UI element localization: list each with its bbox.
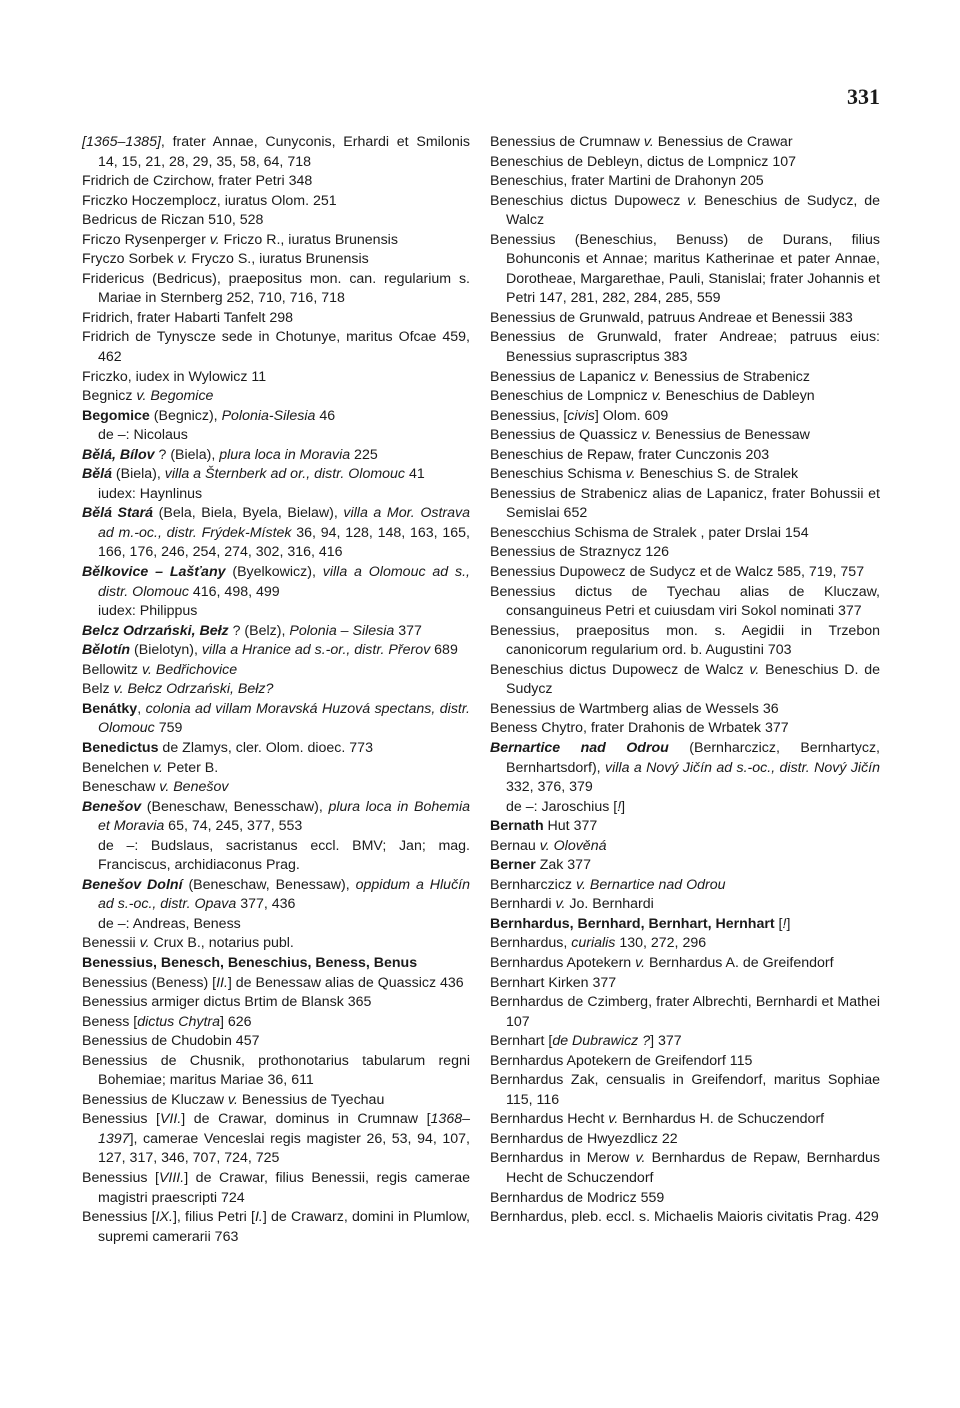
entry-text: 46 <box>315 407 336 424</box>
entry-text: de –: Nicolaus <box>98 427 188 444</box>
index-entry <box>82 974 470 994</box>
index-entry <box>490 719 880 739</box>
entry-italic: 1368–1397 <box>98 1111 470 1147</box>
entry-text: ] de Crawarz, domini in Plumlow, supremi camerarii 763 <box>98 1209 470 1245</box>
index-entry <box>490 231 880 309</box>
index-entry <box>490 1149 880 1188</box>
entry-text: (Begnicz), <box>149 407 222 424</box>
entry-text: Benessius de Tyechau <box>237 1091 385 1108</box>
index-entry <box>82 563 470 602</box>
entry-heading: Bernath <box>490 818 544 835</box>
index-entry <box>490 328 880 367</box>
entry-text: Benescchius Schisma de Stralek , pater Drslai 154 <box>490 524 809 541</box>
entry-heading: Benátky <box>82 700 138 717</box>
index-entry <box>490 172 880 192</box>
entry-italic: v. <box>227 1091 238 1108</box>
entry-text: ] Olom. 609 <box>594 407 669 424</box>
entry-text: Beneschius de Repaw, frater Cunczonis 203 <box>490 446 770 463</box>
entry-text: Benelchen <box>82 759 153 776</box>
entry-text: Beneschius de Lompnicz <box>490 388 652 405</box>
index-entry <box>490 1130 880 1150</box>
index-entry <box>490 700 880 720</box>
entry-italic: v. <box>749 661 760 678</box>
entry-italic: villa a Nový Jičín ad s.-oc., distr. Nový Jičín <box>605 759 880 776</box>
index-entry <box>490 739 880 798</box>
index-entry <box>490 563 880 583</box>
entry-italic: v. <box>635 954 646 971</box>
entry-text: iudex: Haynlinus <box>98 485 203 502</box>
index-entry <box>82 368 470 388</box>
index-entry <box>82 680 470 700</box>
entry-italic: v. <box>139 935 150 952</box>
entry-italic: VII. <box>159 1111 182 1128</box>
entry-text: Beneschius dictus Dupowecz de Walcz <box>490 661 750 678</box>
entry-text: Beness [ <box>82 1013 138 1030</box>
entry-text: Benessius armiger dictus Brtim de Blansk 365 <box>82 994 372 1011</box>
index-entry <box>82 876 470 915</box>
entry-text: ] de Benessaw alias de Quassicz 436 <box>227 974 464 991</box>
entry-text: Benessius [ <box>82 1111 160 1128</box>
index-entry <box>490 133 880 153</box>
entry-text: Begnicz <box>82 388 137 405</box>
entry-text: Benessius de Strabenicz alias de Lapanicz, frater Bohussii et Semislai 652 <box>490 485 880 522</box>
entry-text: de Zlamys, cler. Olom. dioec. 773 <box>158 739 373 756</box>
index-entry <box>82 172 470 192</box>
entry-italic: ! <box>617 798 622 815</box>
entry-text: 130, 272, 296 <box>615 935 707 952</box>
entry-text: (Beneschaw, Benesschaw), <box>141 798 329 815</box>
index-entry <box>490 876 880 896</box>
entry-text: Friczo R., iuratus Brunensis <box>219 231 398 248</box>
entry-text: Bernhardus in Merow <box>490 1150 636 1167</box>
index-entry <box>490 974 880 994</box>
entry-text: Beneschius dictus Dupowecz <box>490 192 688 209</box>
entry-text: Beneschaw <box>82 779 160 796</box>
index-entry <box>82 407 470 427</box>
index-entry <box>490 798 880 818</box>
entry-text: Bernhardus Zak, censualis in Greifendorf, maritus Sophiae 115, 116 <box>490 1072 880 1108</box>
entry-text: Bernhardus Hecht <box>490 1111 609 1128</box>
entry-italic: colonia ad villam Moravská Huzová spectans, distr. Olomouc <box>98 700 470 737</box>
entry-italic: plura loca in Bohemia et Moravia <box>98 798 470 835</box>
index-entry <box>82 602 470 622</box>
entry-text: Benessius, [ <box>490 407 568 424</box>
entry-italic: villa a Hranice ad s.-or., distr. Přerov <box>201 642 431 659</box>
entry-text: 416, 498, 499 <box>188 583 280 600</box>
entry-italic: v. <box>625 466 636 483</box>
entry-italic: v. Benešov <box>159 779 229 796</box>
index-entry <box>82 309 470 329</box>
index-entry <box>82 759 470 779</box>
entry-heading: Bernartice nad Odrou <box>490 739 669 756</box>
index-entry <box>82 270 470 309</box>
index-entry <box>82 798 470 837</box>
index-entry <box>490 934 880 954</box>
entry-text: Fridericus (Bedricus), praepositus mon. can. regularium s. Mariae in Sternberg 252, 710, 716, 718 <box>82 270 470 307</box>
entry-text: Bedricus de Riczan 510, 528 <box>82 212 264 229</box>
entry-heading: Bělá Stará <box>82 505 154 522</box>
index-entry <box>490 1110 880 1130</box>
entry-italic: v. <box>643 134 654 150</box>
index-entry <box>490 895 880 915</box>
index-entry <box>82 1110 470 1169</box>
entry-text: Benessius, praepositus mon. s. Aegidii in Trzebon canonicorum regularium ord. b. Augustini 703 <box>490 622 880 659</box>
entry-heading: Benedictus <box>82 739 159 756</box>
index-entry <box>82 1032 470 1052</box>
entry-heading: Begomice <box>82 407 150 424</box>
entry-text: Benessius de Quassicz <box>490 427 642 444</box>
index-entry <box>490 954 880 974</box>
index-entry <box>82 993 470 1013</box>
entry-text: Friczko, iudex in Wylowicz 11 <box>82 368 267 385</box>
index-entry <box>82 1169 470 1208</box>
entry-text: Crux B., notarius publ. <box>149 935 294 952</box>
index-entry <box>82 739 470 759</box>
index-entry <box>490 543 880 563</box>
index-entry <box>82 778 470 798</box>
entry-text: Benessius Dupowecz de Sudycz et de Walcz 585, 719, 757 <box>490 564 865 581</box>
entry-text: 759 <box>154 720 183 737</box>
entry-italic: villa a Mor. Ostrava ad m.-oc., distr. Frýdek-Místek <box>98 505 470 541</box>
index-entry <box>82 954 470 974</box>
entry-text: ] de Crawar, dominus in Crumnaw [ <box>181 1111 431 1128</box>
entry-text: Bernhardi <box>490 896 556 913</box>
index-entry <box>490 1071 880 1110</box>
entry-italic: v. Bedřichovice <box>141 661 238 678</box>
page-number: 331 <box>847 84 880 109</box>
entry-text: 377 <box>394 622 422 639</box>
entry-text: , frater Annae, Cunyconis, Erhardi et Smilonis 14, 15, 21, 28, 29, 35, 58, 64, 718 <box>98 134 470 170</box>
entry-italic: v. <box>641 427 652 444</box>
entry-text: Benessius de Benessaw <box>651 427 810 444</box>
index-entry <box>82 250 470 270</box>
index-entry <box>490 426 880 446</box>
index-entry <box>82 426 470 446</box>
index-entry <box>82 465 470 485</box>
index-entry <box>490 387 880 407</box>
entry-italic: v. <box>555 896 566 913</box>
index-column-left <box>82 133 470 1247</box>
entry-heading: Belcz Odrzański, Bełz <box>82 622 229 639</box>
index-entry <box>490 583 880 622</box>
entry-text: Bernhardus de Repaw, Bernhardus Hecht de Schuczendorf <box>506 1150 880 1186</box>
entry-italic: v. <box>687 192 698 209</box>
entry-text: ] 377 <box>650 1033 682 1050</box>
entry-text: Benessius [ <box>82 1169 159 1186</box>
index-entry <box>490 622 880 661</box>
entry-italic: v. Bernartice nad Odrou <box>575 876 726 893</box>
entry-text: Bernhardus de Czimberg, frater Albrechti, Bernhardi et Mathei 107 <box>490 994 880 1030</box>
index-entry <box>82 622 470 642</box>
entry-text: (Byelkowicz), <box>225 564 323 581</box>
entry-italic: v. <box>608 1111 619 1128</box>
index-entry <box>82 231 470 251</box>
entry-text: Peter B. <box>162 759 219 776</box>
index-entry <box>82 387 470 407</box>
entry-text: (Bernharczicz, Bernhartycz, Bernhartsdorf), <box>506 739 880 776</box>
entry-text: Bernhardus A. de Greifendorf <box>645 954 834 971</box>
entry-text: Benessius de Wartmberg alias de Wessels 36 <box>490 700 779 717</box>
index-entry <box>490 485 880 524</box>
index-entry <box>490 192 880 231</box>
index-entry <box>82 837 470 876</box>
entry-italic: curialis <box>571 935 616 952</box>
entry-text: Beness Chytro, frater Drahonis de Wrbatek 377 <box>490 720 789 737</box>
entry-text: Fridrich, frater Habarti Tanfelt 298 <box>82 309 294 326</box>
entry-text: Fryczo Sorbek <box>82 251 178 268</box>
entry-text: 65, 74, 245, 377, 553 <box>164 818 303 835</box>
index-entry <box>490 817 880 837</box>
entry-text: Bernhardus de Modricz 559 <box>490 1189 665 1206</box>
entry-text: Benessii <box>82 935 140 952</box>
entry-text: Zak 377 <box>535 857 591 874</box>
entry-italic: dictus Chytra <box>137 1013 221 1030</box>
entry-text: de –: Andreas, Beness <box>98 915 241 932</box>
index-entry <box>82 1052 470 1091</box>
index-entry <box>490 837 880 857</box>
entry-heading: Benešov <box>82 798 142 815</box>
entry-italic: villa a Olomouc ad s., distr. Olomouc <box>98 564 470 600</box>
entry-text: Jo. Bernhardi <box>565 896 654 913</box>
entry-italic: ! <box>782 915 787 932</box>
entry-text: (Biela), <box>111 466 165 483</box>
index-entry <box>82 211 470 231</box>
entry-text: Benessius dictus de Tyechau alias de Kluczaw, consanguineus Petri et cuiusdam viri Sokol nominati 377 <box>490 583 880 620</box>
entry-italic: v. Bełcz Odrzański, Bełz? <box>113 681 274 698</box>
entry-text: ], filius Petri [ <box>172 1209 255 1226</box>
entry-text: (Beneschaw, Benessaw), <box>182 876 356 893</box>
entry-italic: II. <box>216 974 228 991</box>
entry-italic: v. <box>639 368 650 385</box>
index-entry <box>490 153 880 173</box>
entry-text: Bernhardus de Hwyezdlicz 22 <box>490 1130 678 1147</box>
index-entry <box>82 328 470 367</box>
entry-text: Beneschius Schisma <box>490 466 626 483</box>
entry-text: Hut 377 <box>543 818 598 835</box>
entry-text: Benessius de Chusnik, prothonotarius tabularum regni Bohemiae; maritus Mariae 36, 611 <box>82 1052 470 1089</box>
entry-text: Benessius (Beness) [ <box>82 974 217 991</box>
entry-italic: [1365–1385] <box>82 134 161 150</box>
index-entry <box>82 661 470 681</box>
index-entry <box>82 1091 470 1111</box>
entry-text: ? (Belz), <box>228 622 290 639</box>
entry-text: iudex: Philippus <box>98 603 198 620</box>
entry-heading: Benessius, Benesch, Beneschius, Beness, Benus <box>82 954 418 971</box>
index-entry <box>490 856 880 876</box>
entry-text: ], camerae Venceslai regis magister 26, 53, 94, 107, 127, 317, 346, 707, 724, 725 <box>98 1130 470 1167</box>
entry-heading: Bělá <box>82 466 112 483</box>
entry-italic: de Dubrawicz ? <box>552 1033 651 1050</box>
entry-text: Benessius de Kluczaw <box>82 1091 228 1108</box>
entry-text: Benessius de Grunwald, frater Andreae; patruus eius: Benessius suprascriptus 383 <box>490 329 880 366</box>
entry-text: Beneschius, frater Martini de Drahonyn 205 <box>490 173 764 190</box>
index-entry <box>490 1032 880 1052</box>
entry-italic: Polonia-Silesia <box>221 407 316 424</box>
entry-text: Bernau <box>490 837 540 854</box>
index-entry <box>82 192 470 212</box>
index-entry <box>82 504 470 563</box>
entry-heading: Bělkovice – Lašťany <box>82 564 226 581</box>
entry-text: ] <box>621 798 626 815</box>
index-entry <box>490 661 880 700</box>
entry-text: Beneschius S. de Stralek <box>635 466 799 483</box>
entry-text: Benessius de Crawar <box>653 134 793 150</box>
entry-text: [ <box>774 915 783 932</box>
entry-italic: Polonia – Silesia <box>289 622 395 639</box>
entry-text: ] 626 <box>220 1013 252 1030</box>
index-entry <box>82 934 470 954</box>
entry-text: Benessius de Straznycz 126 <box>490 544 670 561</box>
index-entry <box>82 1013 470 1033</box>
entry-italic: villa a Šternberk ad or., distr. Olomouc <box>164 466 406 483</box>
entry-italic: I. <box>254 1209 263 1226</box>
index-entry <box>490 309 880 329</box>
entry-text: ] de Crawar, filius Benessii, regis camerae magistri praescripti 724 <box>98 1169 470 1206</box>
index-entry <box>82 641 470 661</box>
entry-italic: v. <box>651 388 662 405</box>
index-entry <box>490 407 880 427</box>
index-entry <box>82 485 470 505</box>
entry-italic: civis <box>567 407 595 424</box>
entry-text: 36, 94, 128, 148, 163, 165, 166, 176, 246, 254, 274, 302, 316, 416 <box>98 524 470 561</box>
index-entry <box>490 1208 880 1228</box>
entry-italic: plura loca in Moravia <box>219 446 351 463</box>
index-entry <box>490 368 880 388</box>
index-entry <box>82 1208 470 1247</box>
entry-italic: oppidum a Hlučín ad s.-oc., distr. Opava <box>98 876 470 913</box>
entry-text: ? (Biela), <box>154 446 220 463</box>
entry-text: Bernharczicz <box>490 876 576 893</box>
entry-text: Bellowitz <box>82 661 142 678</box>
entry-text: Fryczo S., iuratus Brunensis <box>187 251 369 268</box>
entry-text: Benessius de Strabenicz <box>649 368 810 385</box>
entry-text: 689 <box>430 642 458 659</box>
entry-italic: v. <box>153 759 163 776</box>
entry-text: Beneschius de Sudycz, de Walcz <box>506 192 880 229</box>
entry-text: Fridrich de Tynyscze sede in Chotunye, maritus Ofcae 459, 462 <box>82 329 470 366</box>
entry-italic: v. Begomice <box>136 388 214 405</box>
entry-text: 377, 436 <box>236 896 296 913</box>
entry-italic: v. <box>209 231 220 248</box>
index-entry <box>490 915 880 935</box>
entry-text: Bernhardus, <box>490 935 572 952</box>
entry-text: Benessius de Chudobin 457 <box>82 1033 260 1050</box>
entry-text: (Bela, Biela, Byela, Bielaw), <box>153 505 344 522</box>
entry-italic: v. <box>635 1150 646 1167</box>
entry-text: Bernhardus, pleb. eccl. s. Michaelis Maioris civitatis Prag. 429 <box>490 1209 879 1226</box>
entry-heading: Bělá, Bílov <box>82 446 155 463</box>
index-entry <box>490 524 880 544</box>
entry-text: Beneschius de Dableyn <box>661 388 815 405</box>
entry-italic: v. <box>177 251 188 268</box>
entry-text: Fridrich de Czirchow, frater Petri 348 <box>82 173 313 190</box>
entry-text: 41 <box>405 466 425 483</box>
entry-text: , <box>137 700 146 717</box>
index-entry <box>82 915 470 935</box>
entry-heading: Berner <box>490 857 536 874</box>
index-entry <box>82 446 470 466</box>
entry-text: 332, 376, 379 <box>506 779 593 796</box>
entry-text: Beneschius D. de Sudycz <box>506 661 880 698</box>
index-entry <box>82 700 470 739</box>
entry-italic: IX. <box>155 1209 173 1226</box>
index-entry <box>82 133 470 172</box>
entry-text: de –: Budslaus, sacristanus eccl. BMV; Jan; mag. Franciscus, archidiaconus Prag. <box>98 837 470 874</box>
entry-text: Friczko Hoczemplocz, iuratus Olom. 251 <box>82 192 337 209</box>
entry-text: Beneschius de Debleyn, dictus de Lompnicz 107 <box>490 153 797 170</box>
entry-italic: VIII. <box>158 1169 185 1186</box>
entry-text: (Bielotyn), <box>130 642 202 659</box>
entry-text: Bernhart [ <box>490 1033 553 1050</box>
entry-text: Bernhardus H. de Schuczendorf <box>618 1111 825 1128</box>
index-entry <box>490 465 880 485</box>
index-entry <box>490 1189 880 1209</box>
index-entry <box>490 446 880 466</box>
entry-text: de –: Jaroschius [ <box>506 798 618 815</box>
entry-text: Benessius de Crumnaw <box>490 134 644 150</box>
entry-heading: Bělotín <box>82 642 131 659</box>
entry-text: Benessius [ <box>82 1209 156 1226</box>
entry-text: Bernhart Kirken 377 <box>490 974 617 991</box>
index-entry <box>490 1052 880 1072</box>
entry-text: Belz <box>82 681 114 698</box>
entry-text: Friczo Rysenperger <box>82 231 210 248</box>
entry-text: Bernhardus Apotekern de Greifendorf 115 <box>490 1052 753 1069</box>
index-column-right <box>490 133 880 1228</box>
entry-heading: Bernhardus, Bernhard, Bernhart, Hernhart <box>490 915 775 932</box>
entry-text: Benessius (Beneschius, Benuss) de Durans, filius Bohunconis et Annae; maritus Katherinae et pater Annae, Dorotheae, Margarethae, Pauli, Stanislai; frater Johannis et Petri 147, 281, 282, 284, 285, 559 <box>490 231 880 307</box>
entry-italic: v. Olověná <box>539 837 607 854</box>
entry-text: Benessius de Lapanicz <box>490 368 640 385</box>
entry-text: Bernhardus Apotekern <box>490 954 636 971</box>
entry-text: 225 <box>350 446 378 463</box>
entry-text: Benessius de Grunwald, patruus Andreae et Benessii 383 <box>490 309 853 326</box>
index-entry <box>490 993 880 1032</box>
entry-heading: Benešov Dolní <box>82 876 183 893</box>
entry-text: ] <box>786 915 791 932</box>
